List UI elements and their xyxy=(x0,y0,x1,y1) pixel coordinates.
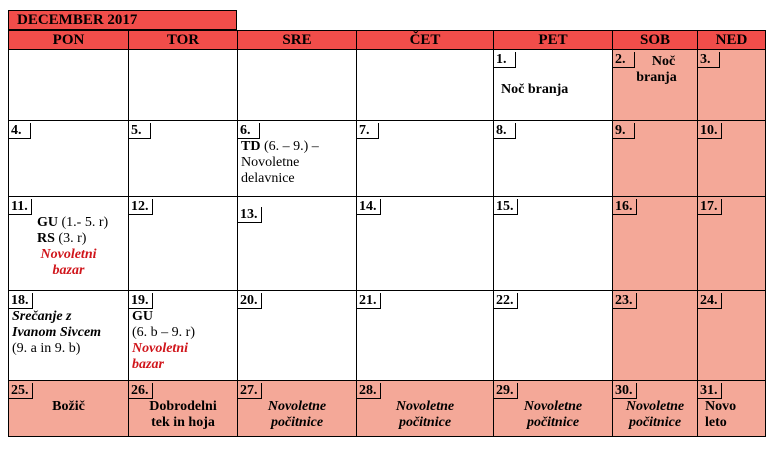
day-number: 25. xyxy=(9,383,33,399)
empty-cell xyxy=(357,50,494,121)
day-number: 30. xyxy=(613,383,637,399)
day-number: 4. xyxy=(9,123,31,139)
day-number: 21. xyxy=(357,293,381,309)
day-cell-16 xyxy=(613,197,698,291)
event-novoletni: Novoletni xyxy=(132,341,188,356)
event-gu: GU (1.- 5. r) xyxy=(37,215,109,230)
empty-cell xyxy=(9,50,129,121)
day-cell-10 xyxy=(698,121,766,197)
event-novoletni: Novoletni xyxy=(40,247,97,262)
week-row-4 xyxy=(9,291,766,381)
day-cell-22 xyxy=(494,291,613,381)
event-novoletne: Novoletne xyxy=(395,399,455,414)
day-cell-25 xyxy=(9,381,129,437)
week-row-1 xyxy=(9,50,766,121)
weekday-mon: PON xyxy=(9,31,129,50)
day-cell-24 xyxy=(698,291,766,381)
calendar-grid xyxy=(8,30,766,437)
event-novoletne: Novoletne xyxy=(625,399,685,414)
event-novoletne: Novoletne xyxy=(267,399,327,414)
day-number: 12. xyxy=(129,199,153,215)
event-rs: RS (3. r) xyxy=(37,231,87,246)
event-noc-branja: Noč branja xyxy=(501,82,569,97)
weekday-wed: SRE xyxy=(238,31,357,50)
day-cell-14 xyxy=(357,197,494,291)
day-cell-2 xyxy=(613,50,698,121)
day-number: 11. xyxy=(9,199,32,215)
empty-cell xyxy=(129,50,238,121)
empty-cell xyxy=(238,50,357,121)
day-number: 8. xyxy=(494,123,516,139)
day-number: 20. xyxy=(238,293,262,309)
event-novo: Novo xyxy=(705,399,737,414)
day-cell-13 xyxy=(238,197,357,291)
calendar-title: DECEMBER 2017 xyxy=(8,10,237,30)
day-cell-23 xyxy=(613,291,698,381)
day-number: 28. xyxy=(357,383,381,399)
day-cell-6 xyxy=(238,121,357,197)
day-number: 3. xyxy=(698,52,720,68)
day-cell-18 xyxy=(9,291,129,381)
day-cell-20 xyxy=(238,291,357,381)
day-cell-7 xyxy=(357,121,494,197)
day-number: 16. xyxy=(613,199,637,215)
day-number: 9. xyxy=(613,123,635,139)
event-leto: leto xyxy=(705,415,727,430)
day-number: 5. xyxy=(129,123,151,139)
day-cell-17 xyxy=(698,197,766,291)
day-number: 31. xyxy=(698,383,722,399)
weekday-sun: NED xyxy=(698,31,766,50)
day-cell-19 xyxy=(129,291,238,381)
day-number: 15. xyxy=(494,199,518,215)
event-grades: (6. b – 9. r) xyxy=(132,325,195,340)
event-classes: (9. a in 9. b) xyxy=(12,341,81,356)
day-cell-1 xyxy=(494,50,613,121)
event-srecanje: Srečanje z xyxy=(12,309,72,324)
event-ivan-sivec: Ivanom Sivcem xyxy=(12,325,102,340)
day-number: 13. xyxy=(238,207,262,223)
day-number: 29. xyxy=(494,383,518,399)
event-noc: Noč xyxy=(651,54,676,69)
day-number: 19. xyxy=(129,293,153,309)
day-cell-21 xyxy=(357,291,494,381)
day-cell-15 xyxy=(494,197,613,291)
day-cell-27 xyxy=(238,381,357,437)
weekday-sat: SOB xyxy=(613,31,698,50)
event-branja: branja xyxy=(636,70,677,85)
day-number: 7. xyxy=(357,123,379,139)
weekday-header-row xyxy=(9,31,766,50)
day-cell-26 xyxy=(129,381,238,437)
weekday-thu: ČET xyxy=(357,31,494,50)
day-cell-4 xyxy=(9,121,129,197)
weekday-fri: PET xyxy=(494,31,613,50)
event-td-line: TD (6. – 9.) – xyxy=(241,139,319,154)
day-number: 23. xyxy=(613,293,637,309)
day-number: 26. xyxy=(129,383,153,399)
event-bazar: bazar xyxy=(132,357,164,372)
day-cell-29 xyxy=(494,381,613,437)
event-delavnice: delavnice xyxy=(241,171,295,186)
event-bazar: bazar xyxy=(52,263,85,278)
week-row-3 xyxy=(9,197,766,291)
event-pocitnice: počitnice xyxy=(398,415,452,430)
day-cell-12 xyxy=(129,197,238,291)
day-cell-8 xyxy=(494,121,613,197)
event-pocitnice: počitnice xyxy=(270,415,324,430)
day-number: 14. xyxy=(357,199,381,215)
event-gu: GU xyxy=(132,309,153,324)
day-number: 2. xyxy=(613,52,635,68)
day-number: 24. xyxy=(698,293,722,309)
event-novoletne: Novoletne xyxy=(241,155,300,170)
week-row-5 xyxy=(9,381,766,437)
event-dobrodelni: Dobrodelni xyxy=(149,399,217,414)
event-pocitnice: počitnice xyxy=(526,415,580,430)
day-cell-11 xyxy=(9,197,129,291)
day-number: 18. xyxy=(9,293,33,309)
event-tek-in-hoja: tek in hoja xyxy=(151,415,215,430)
day-cell-5 xyxy=(129,121,238,197)
day-number: 27. xyxy=(238,383,262,399)
day-number: 22. xyxy=(494,293,518,309)
day-cell-28 xyxy=(357,381,494,437)
day-number: 17. xyxy=(698,199,722,215)
day-cell-9 xyxy=(613,121,698,197)
event-pocitnice: počitnice xyxy=(628,415,682,430)
day-number: 1. xyxy=(494,52,516,68)
day-cell-31 xyxy=(698,381,766,437)
event-novoletne: Novoletne xyxy=(523,399,583,414)
week-row-2 xyxy=(9,121,766,197)
event-bozic: Božič xyxy=(52,399,85,414)
weekday-tue: TOR xyxy=(129,31,238,50)
day-cell-3 xyxy=(698,50,766,121)
day-number: 6. xyxy=(238,123,260,139)
day-cell-30 xyxy=(613,381,698,437)
day-number: 10. xyxy=(698,123,722,139)
